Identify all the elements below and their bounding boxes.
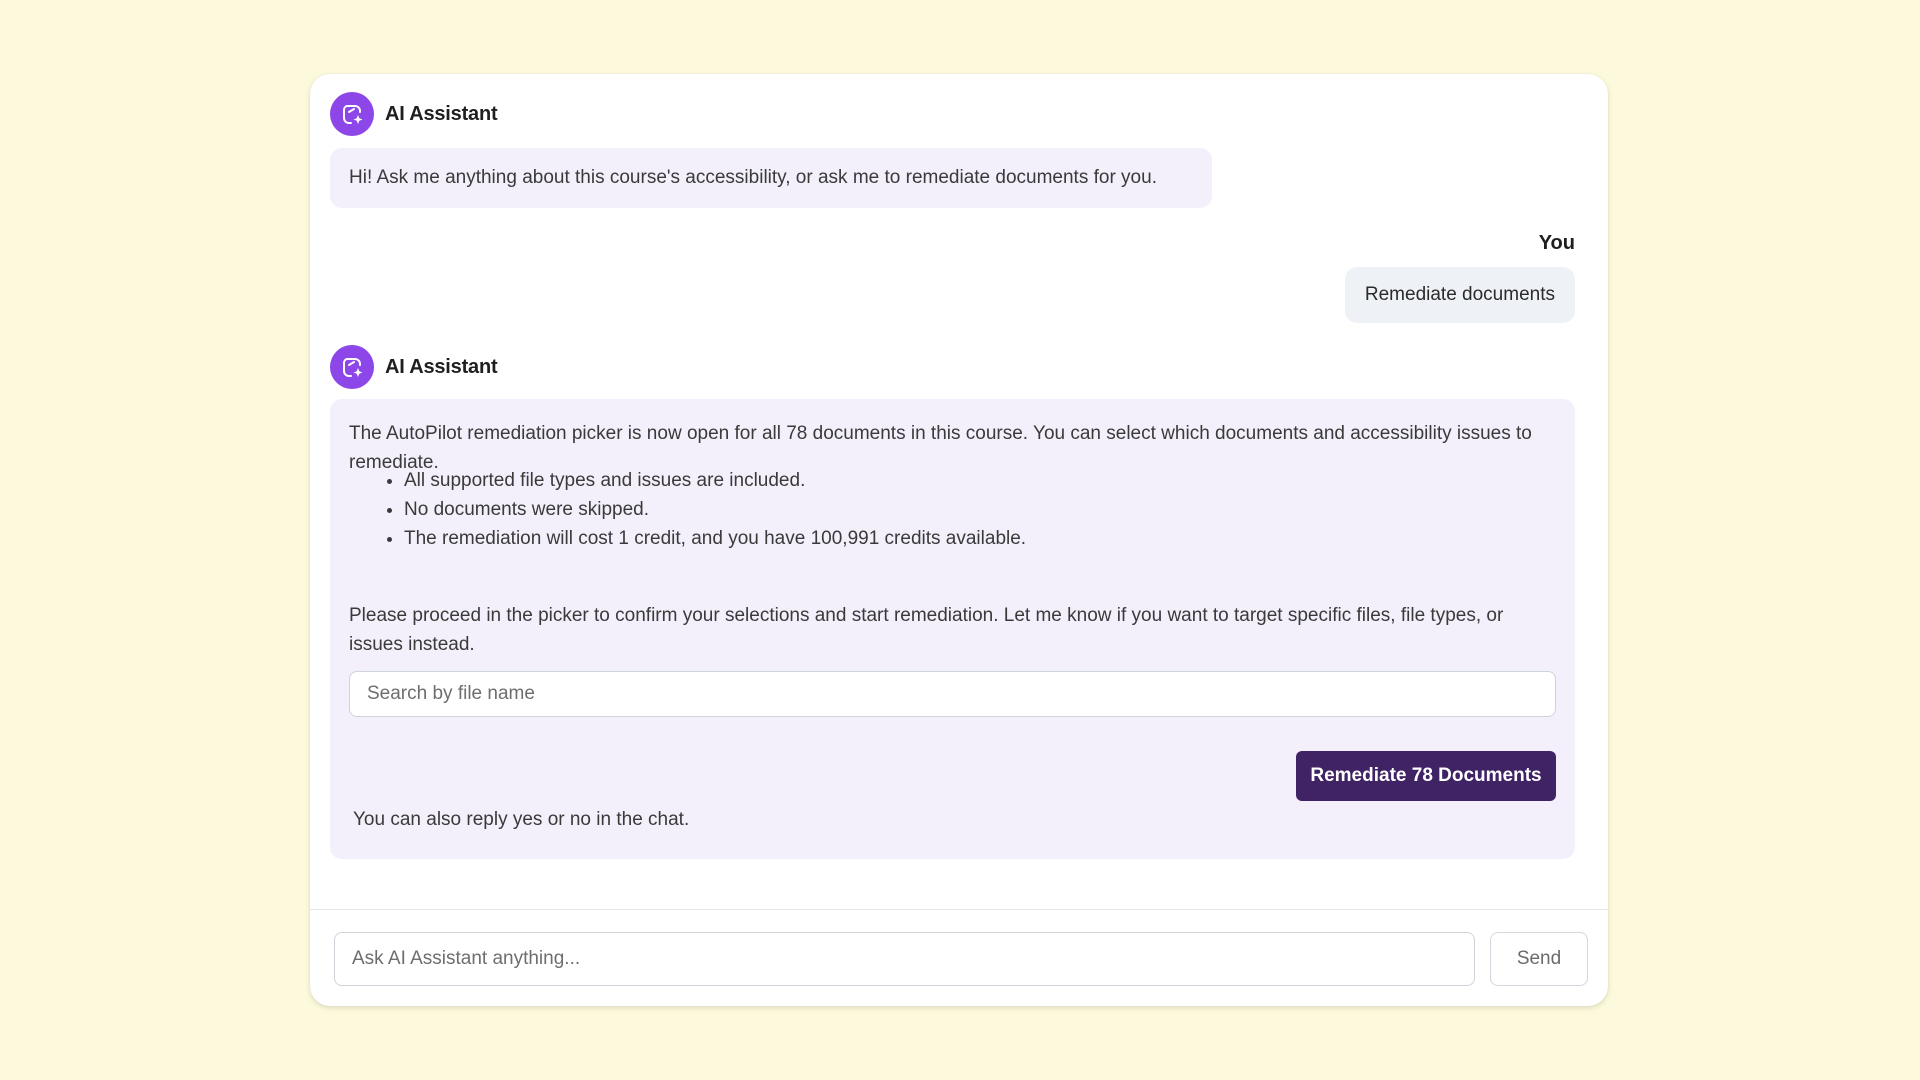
chat-input[interactable] [334, 932, 1475, 986]
remediate-documents-button[interactable]: Remediate 78 Documents [1296, 751, 1556, 801]
reply-hint-text: You can also reply yes or no in the chat. [353, 809, 690, 830]
assistant-header [330, 92, 497, 136]
response-proceed-text: Please proceed in the picker to confirm your selections and start remediation. Let me know if you want to target specific files, file types, or issues instead. [349, 605, 1504, 655]
file-search-input[interactable] [349, 671, 1556, 717]
list-item: • No documents were skipped. [404, 495, 1026, 524]
chat-panel [310, 74, 1608, 1006]
send-button[interactable]: Send [1490, 932, 1588, 986]
assistant-response-message [330, 399, 1575, 859]
assistant-header [330, 345, 497, 389]
assistant-name: AI Assistant [385, 355, 498, 378]
list-item: • All supported file types and issues are included. [404, 466, 1026, 495]
assistant-avatar [330, 345, 374, 389]
user-message: Remediate documents [1345, 267, 1575, 323]
chat-composer [310, 909, 1608, 1006]
response-bullet-list [349, 466, 1026, 553]
response-intro: The AutoPilot remediation picker is now open for all 78 documents in this course. You can select which documents and accessibility issues to remediate. [349, 423, 1532, 473]
message-list [310, 74, 1608, 910]
assistant-sparkle-icon [338, 100, 366, 128]
assistant-avatar [330, 92, 374, 136]
assistant-name: AI Assistant [385, 102, 498, 125]
assistant-greeting-message: Hi! Ask me anything about this course's accessibility, or ask me to remediate documents for you. [330, 148, 1212, 208]
list-item: • The remediation will cost 1 credit, and you have 100,991 credits available. [404, 524, 1026, 553]
user-label: You [1538, 232, 1575, 254]
assistant-sparkle-icon [338, 353, 366, 381]
